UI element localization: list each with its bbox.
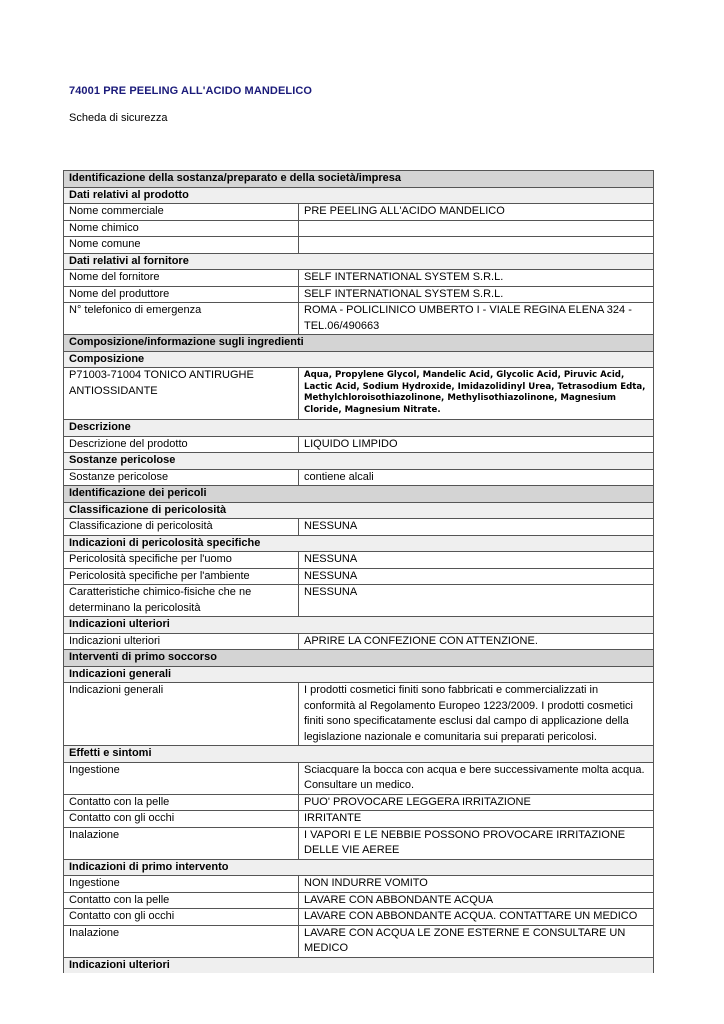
safety-data-table xyxy=(63,170,654,973)
table-row xyxy=(64,925,654,957)
row-label: Pericolosità specifiche per l'ambiente xyxy=(64,568,299,585)
table-row xyxy=(64,552,654,569)
row-value: LAVARE CON ABBONDANTE ACQUA xyxy=(299,892,654,909)
section-title: Interventi di primo soccorso xyxy=(64,650,654,667)
table-row xyxy=(64,568,654,585)
row-value: LIQUIDO LIMPIDO xyxy=(299,436,654,453)
row-label: Nome chimico xyxy=(64,220,299,237)
row-label: Ingestione xyxy=(64,876,299,893)
subsection-header xyxy=(64,859,654,876)
table-row xyxy=(64,436,654,453)
row-label: Ingestione xyxy=(64,762,299,794)
subsection-title: Dati relativi al fornitore xyxy=(64,253,654,270)
table-row xyxy=(64,303,654,335)
subsection-title: Composizione xyxy=(64,351,654,368)
row-label: Nome commerciale xyxy=(64,204,299,221)
table-row xyxy=(64,204,654,221)
subsection-header xyxy=(64,420,654,437)
table-row xyxy=(64,633,654,650)
table-row xyxy=(64,585,654,617)
subsection-title: Indicazioni ulteriori xyxy=(64,617,654,634)
section-header xyxy=(64,486,654,503)
row-value xyxy=(299,237,654,254)
row-label: Contatto con gli occhi xyxy=(64,811,299,828)
subsection-header xyxy=(64,957,654,973)
row-value: I prodotti cosmetici finiti sono fabbricati e commercializzati in conformità al Regolamento Europeo 1223/2009. I prodotti cosmetici finiti sono specificatamente esclusi dal campo di applicazione della legislazione nazionale e comunitaria sui preparati pericolosi. xyxy=(299,683,654,746)
row-value: SELF INTERNATIONAL SYSTEM S.R.L. xyxy=(299,270,654,287)
table-row xyxy=(64,827,654,859)
row-value: NESSUNA xyxy=(299,552,654,569)
row-value: PRE PEELING ALL'ACIDO MANDELICO xyxy=(299,204,654,221)
subsection-header xyxy=(64,535,654,552)
subsection-header xyxy=(64,502,654,519)
table-row xyxy=(64,220,654,237)
table-row xyxy=(64,762,654,794)
row-label: Classificazione di pericolosità xyxy=(64,519,299,536)
table-row xyxy=(64,519,654,536)
row-label: Indicazioni ulteriori xyxy=(64,633,299,650)
row-label: Pericolosità specifiche per l'uomo xyxy=(64,552,299,569)
section-header xyxy=(64,335,654,352)
section-title: Composizione/informazione sugli ingredienti xyxy=(64,335,654,352)
row-value: NESSUNA xyxy=(299,585,654,617)
subsection-title: Dati relativi al prodotto xyxy=(64,187,654,204)
table-row xyxy=(64,683,654,746)
table-row xyxy=(64,892,654,909)
subsection-title: Classificazione di pericolosità xyxy=(64,502,654,519)
row-value: contiene alcali xyxy=(299,469,654,486)
row-label: Nome del produttore xyxy=(64,286,299,303)
row-label: Contatto con la pelle xyxy=(64,892,299,909)
subsection-title: Effetti e sintomi xyxy=(64,746,654,763)
row-value: LAVARE CON ABBONDANTE ACQUA. CONTATTARE UN MEDICO xyxy=(299,909,654,926)
subsection-header xyxy=(64,617,654,634)
section-title: Identificazione dei pericoli xyxy=(64,486,654,503)
row-value xyxy=(299,220,654,237)
subsection-title: Indicazioni di primo intervento xyxy=(64,859,654,876)
subsection-title: Descrizione xyxy=(64,420,654,437)
row-value: IRRITANTE xyxy=(299,811,654,828)
row-label: Descrizione del prodotto xyxy=(64,436,299,453)
row-label: Sostanze pericolose xyxy=(64,469,299,486)
subsection-title: Indicazioni di pericolosità specifiche xyxy=(64,535,654,552)
subsection-header xyxy=(64,187,654,204)
row-label: Inalazione xyxy=(64,827,299,859)
subsection-header xyxy=(64,351,654,368)
row-value: NESSUNA xyxy=(299,568,654,585)
section-header xyxy=(64,650,654,667)
subsection-title: Indicazioni ulteriori xyxy=(64,957,654,973)
document-subtitle: Scheda di sicurezza xyxy=(69,112,168,124)
row-value: NON INDURRE VOMITO xyxy=(299,876,654,893)
row-label: Caratteristiche chimico-fisiche che ne determinano la pericolosità xyxy=(64,585,299,617)
ingredients-list: Aqua, Propylene Glycol, Mandelic Acid, Glycolic Acid, Piruvic Acid, Lactic Acid, Sodium Hydroxide, Imidazolidinyl Urea, Tetrasodium Edta, Methylchloroisothiazolinone, Methylisothiazolinone, Magnesium Cloride, Magnesium Nitrate. xyxy=(299,368,654,420)
row-value: NESSUNA xyxy=(299,519,654,536)
table-row xyxy=(64,876,654,893)
row-value: ROMA - POLICLINICO UMBERTO I - VIALE REGINA ELENA 324 - TEL.06/490663 xyxy=(299,303,654,335)
table-row xyxy=(64,237,654,254)
subsection-title: Sostanze pericolose xyxy=(64,453,654,470)
subsection-header xyxy=(64,253,654,270)
row-value: SELF INTERNATIONAL SYSTEM S.R.L. xyxy=(299,286,654,303)
row-value: Sciacquare la bocca con acqua e bere successivamente molta acqua. Consultare un medico. xyxy=(299,762,654,794)
subsection-header xyxy=(64,746,654,763)
row-label: Contatto con la pelle xyxy=(64,794,299,811)
row-value: PUO' PROVOCARE LEGGERA IRRITAZIONE xyxy=(299,794,654,811)
table-row xyxy=(64,270,654,287)
row-label: Nome comune xyxy=(64,237,299,254)
row-label: N° telefonico di emergenza xyxy=(64,303,299,335)
table-row xyxy=(64,469,654,486)
row-label: Contatto con gli occhi xyxy=(64,909,299,926)
subsection-header xyxy=(64,666,654,683)
row-label: P71003-71004 TONICO ANTIRUGHE ANTIOSSIDANTE xyxy=(64,368,299,420)
row-label: Indicazioni generali xyxy=(64,683,299,746)
row-label: Nome del fornitore xyxy=(64,270,299,287)
table-row xyxy=(64,368,654,420)
subsection-title: Indicazioni generali xyxy=(64,666,654,683)
table-row xyxy=(64,909,654,926)
table-row xyxy=(64,794,654,811)
table-row xyxy=(64,811,654,828)
row-value: I VAPORI E LE NEBBIE POSSONO PROVOCARE IRRITAZIONE DELLE VIE AEREE xyxy=(299,827,654,859)
row-value: APRIRE LA CONFEZIONE CON ATTENZIONE. xyxy=(299,633,654,650)
section-header xyxy=(64,171,654,188)
row-value: LAVARE CON ACQUA LE ZONE ESTERNE E CONSULTARE UN MEDICO xyxy=(299,925,654,957)
table-row xyxy=(64,286,654,303)
section-title: Identificazione della sostanza/preparato e della società/impresa xyxy=(64,171,654,188)
row-label: Inalazione xyxy=(64,925,299,957)
document-title: 74001 PRE PEELING ALL'ACIDO MANDELICO xyxy=(69,85,313,97)
subsection-header xyxy=(64,453,654,470)
